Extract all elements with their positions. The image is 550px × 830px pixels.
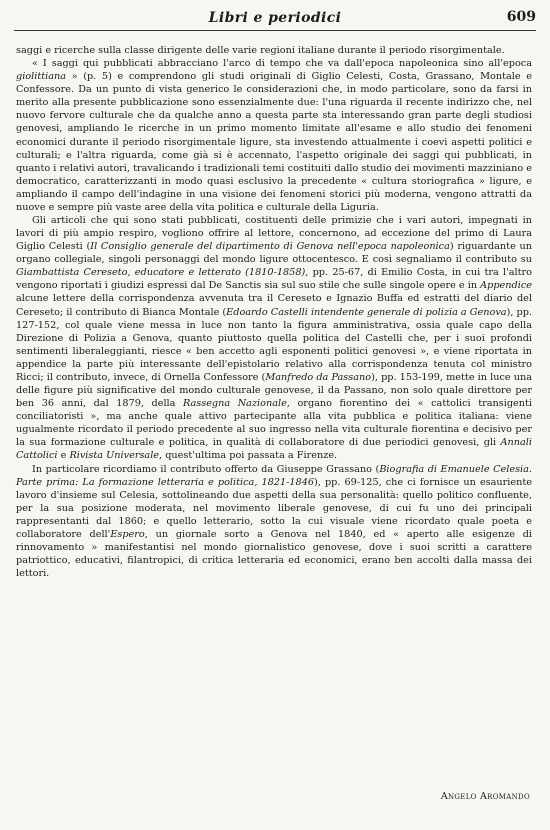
italic-text-run: Giambattista Cereseto, educatore e letterato (1810-1858) bbox=[16, 267, 306, 279]
text-run: saggi e ricerche sulla classe dirigente delle varie regioni italiane durante il periodo risorgimentale. bbox=[16, 45, 505, 56]
text-run: Gli articoli che qui sono stati pubblicati, costituenti delle primizie che i vari autori, impegnati in lavori di più ampio respiro, vogliono offrire al lettore, concernono, ad eccezione del primo di Laura Giglio Celesti ( bbox=[16, 215, 532, 253]
text-run: , un giornale sorto a Genova nel 1840, ed « aperto alle esigenze di rinnovamento » manifestantisi nel mondo giornalistico genovese, dove i suoi scritti a carattere patriottico, educativi, filantropici, di critica letteraria ed economici, erano ben accolti dalla massa dei lettori. bbox=[16, 528, 532, 580]
text-run: In particolare ricordiamo il contributo offerto da Giuseppe Grassano ( bbox=[32, 463, 380, 475]
text-run: « I saggi qui pubblicati abbracciano l'arco di tempo che va dall'epoca napoleonica sino all'epoca bbox=[32, 58, 532, 70]
text-run: , organo fiorentino dei « cattolici transigenti conciliatoristi », ma anche quale attivo partecipante alla vita pubblica e politica italiana: viene ugualmente ricordato il periodo precedente al suo ingresso nella vita culturale fiorentina e decisivo per la sua formazione culturale e politica, in qualità di collaboratore di due periodici genovesi, gli bbox=[16, 398, 532, 449]
paragraph bbox=[16, 214, 532, 462]
text-run: ), pp. 69-125, che ci fornisce un esauriente lavoro d'insieme sul Celesia, sottolineando due aspetti della sua personalità: quello politico confluente, per la sua posizione moderata, nel movimento liberale genovese, di cui fu uno dei principali rappresentanti dal 1860; e quello letterario, sotto la cui visuale viene ricordato quale poeta e collaboratore dell' bbox=[16, 476, 532, 540]
paragraph bbox=[16, 57, 532, 214]
author-signature: Angelo Aromando bbox=[440, 791, 530, 802]
page-number: 609 bbox=[506, 9, 536, 25]
text-run: , quest'ultima poi passata a Firenze. bbox=[159, 450, 338, 462]
italic-text-run: Edoardo Castelli intendente generale di polizia a Genova bbox=[226, 306, 507, 318]
italic-text-run: Rassegna Nazionale bbox=[182, 398, 287, 410]
text-run: ), pp. 153-199, mette in luce una delle figure più significative del mondo culturale genovese, il da Passano, non solo quale direttore per ben 36 anni, dal 1879, della bbox=[16, 371, 532, 410]
text-run: ), pp. 127-152, col quale viene messa in luce non tanto la figura amministrativa, ossia quale capo della Direzione di Polizia a Genova, quanto piuttosto quella politica del Castelli che, per i suoi profondi sentimenti liberaleggianti, riesce « ben accetto agli esponenti politici genovesi », e viene riportata in appendice la parte più interessante dell'epistolario relativo alla corrispondenza tenuta col ministro Ricci; il contributo, invece, di Ornella Confessore ( bbox=[16, 306, 532, 383]
text-run: ) riguardante un organo collegiale, singoli personaggi del mondo ligure ottocentesco. E così segnaliamo il contributo su bbox=[16, 241, 533, 266]
text-run: alcune lettere della corrispondenza avvenuta tra il Cereseto e Ignazio Buffa ed estratti del diario del Cereseto; il contributo di Bianca Montale ( bbox=[16, 293, 532, 318]
italic-text-run: Manfredo da Passano bbox=[265, 371, 372, 383]
paragraph bbox=[16, 44, 532, 57]
italic-text-run: Biografia di Emanuele Celesia. Parte prima: La formazione letteraria e politica, 1821-1846 bbox=[16, 463, 532, 488]
text-run: , pp. 25-67, di Emilio Costa, in cui tra l'altro vengono riportati i giudizi espressi dal De Sanctis sia sul suo stile che sulle singole opere e in bbox=[16, 267, 532, 292]
italic-text-run: Il Consiglio generale del dipartimento di Genova nell'epoca napoleonica bbox=[90, 241, 450, 253]
article-body bbox=[16, 44, 532, 580]
section-title: Libri e periodici bbox=[208, 10, 342, 26]
italic-text-run: giolittiana bbox=[16, 71, 67, 83]
paragraph bbox=[16, 463, 532, 581]
running-head bbox=[14, 8, 536, 31]
italic-text-run: Espero bbox=[110, 528, 145, 540]
text-run: e bbox=[57, 450, 70, 462]
text-run: » (p. 5) e comprendono gli studi originali di Giglio Celesti, Costa, Grassano, Montale e Confessore. Da un punto di vista generico le considerazioni che, in modo particolare, sono da farsi in merito alla presente pubblicazione sono essenzialmente due: l'una riguarda il recente indirizzo che, nel nuovo fervore culturale che da qualche anno a questa parte sta interessando gran parte degli studiosi genovesi, ampliando le ricerche in un primo momento limitate all'esame e allo studio dei fenomeni economici durante il periodo risorgimentale ligure, sta investendo attualmente i coevi aspetti politici e culturali; e l'altra riguarda, come già si è accennato, l'aspetto originale dei saggi qui pubblicati, in quanto i relativi autori, travalicando i tradizionali temi costituiti dallo studio dei movimenti mazziniano e democratico, caratterizzanti in modo quasi esclusivo la precedente « cultura storiografica » ligure, e ampliando il campo dell'indagine in una visione dei fenomeni storici più moderna, vengono attratti da nuove e sempre più vaste aree della vita politica e culturale della Liguria. bbox=[16, 71, 532, 213]
italic-text-run: Annali Cattolici bbox=[16, 437, 532, 462]
italic-text-run: Appendice bbox=[480, 280, 532, 292]
italic-text-run: Rivista Universale bbox=[69, 450, 160, 462]
